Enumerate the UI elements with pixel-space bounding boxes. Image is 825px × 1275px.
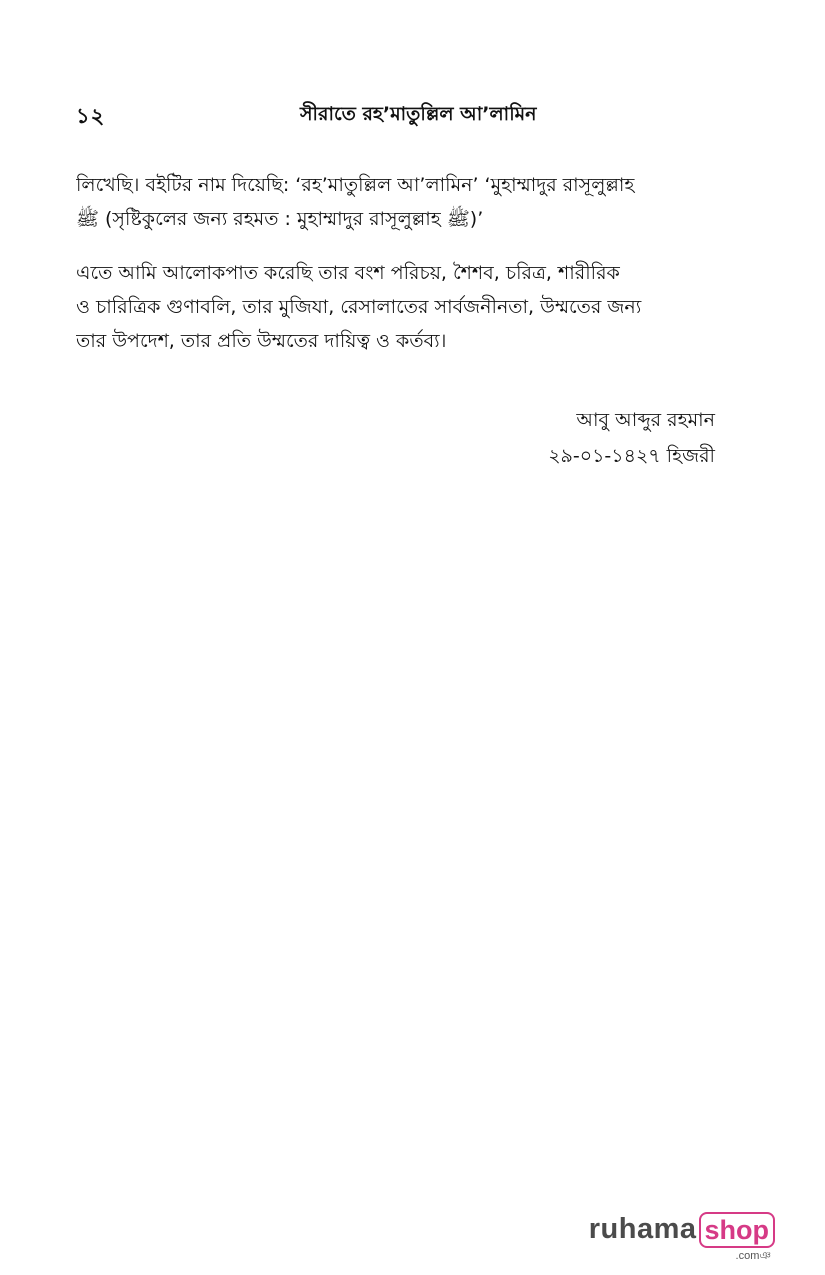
paragraph-line: এতে আমি আলোকপাত করেছি তার বংশ পরিচয়, শৈশব, চরিত্র, শারীরিক (76, 262, 620, 284)
signature-block (548, 402, 715, 474)
brand-suffix: .comঞ (735, 1250, 771, 1262)
signature-date: ২৯-০১-১৪২৭ হিজরী (548, 445, 715, 467)
paragraph-line: লিখেছি। বইটির নাম দিয়েছি: ‘রহ’মাতুল্লিল আ’লামিন’ ‘মুহাম্মাদুর রাসূলুল্লাহ (76, 174, 635, 196)
paragraph-line: ﷺ (সৃষ্টিকুলের জন্য রহমত : মুহাম্মাদুর রাসূলুল্লাহ ﷺ)’ (76, 208, 484, 230)
paragraph-1 (76, 168, 716, 236)
brand-highlight: shop (704, 1215, 769, 1245)
page-number: ১২ (76, 104, 106, 128)
brand-watermark (588, 1212, 775, 1262)
brand-name: ruhama (588, 1213, 697, 1245)
paragraph-2 (76, 256, 716, 358)
running-title: সীরাতে রহ’মাতুল্লিল আ’লামিন (300, 103, 537, 125)
paragraph-line: ও চারিত্রিক গুণাবলি, তার মুজিযা, রেসালাতের সার্বজনীনতা, উম্মতের জন্য (76, 296, 642, 318)
paragraph-line: তার উপদেশ, তার প্রতি উম্মতের দায়িত্ব ও কর্তব্য। (76, 330, 447, 352)
author-name: আবু আব্দুর রহমান (576, 409, 715, 431)
brand-highlight-box (699, 1212, 776, 1262)
